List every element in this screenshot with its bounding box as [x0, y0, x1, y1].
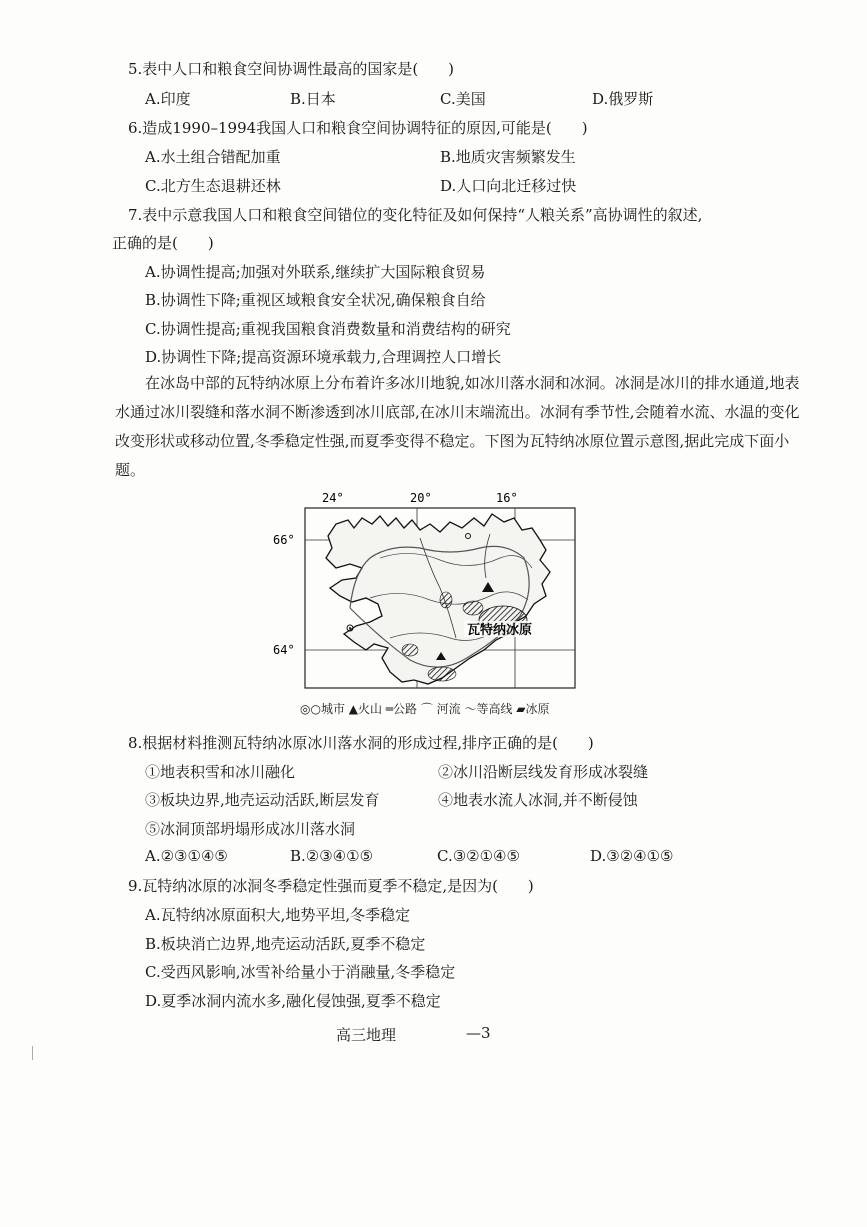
- q8-option-c[interactable]: C.③②①④⑤: [437, 847, 520, 865]
- question-9-stem: 9.瓦特纳冰原的冰洞冬季稳定性强而夏季不稳定,是因为( ): [128, 877, 534, 895]
- q9-option-a[interactable]: A.瓦特纳冰原面积大,地势平坦,冬季稳定: [145, 906, 411, 924]
- map-legend: ◎○城市 ▲火山 ═公路 ⌒ 河流 〜等高线 ▰冰原: [300, 702, 550, 716]
- vatnajokull-location-map: [270, 488, 605, 723]
- q6-option-c[interactable]: C.北方生态退耕还林: [145, 177, 281, 195]
- q7-option-c[interactable]: C.协调性提高;重视我国粮食消费数量和消费结构的研究: [145, 320, 511, 338]
- q9-option-c[interactable]: C.受西风影响,冰雪补给量小于消融量,冬季稳定: [145, 963, 456, 981]
- q6-option-d[interactable]: D.人口向北迁移过快: [440, 177, 577, 195]
- q6-option-a[interactable]: A.水土组合错配加重: [145, 148, 281, 166]
- question-6-stem: 6.造成1990–1994我国人口和粮食空间协调特征的原因,可能是( ): [128, 119, 588, 137]
- q7-option-d[interactable]: D.协调性下降;提高资源环境承载力,合理调控人口增长: [145, 348, 502, 366]
- lat-label-66: 66°: [273, 533, 295, 547]
- q8-item-4: ④地表水流人冰洞,并不断侵蚀: [438, 791, 638, 809]
- lon-label-16: 16°: [496, 491, 518, 505]
- lat-label-64: 64°: [273, 643, 295, 657]
- q8-option-b[interactable]: B.②③④①⑤: [290, 847, 374, 865]
- scan-mark: [32, 1046, 33, 1060]
- question-7-stem-line2: 正确的是( ): [112, 234, 214, 252]
- q9-option-b[interactable]: B.板块消亡边界,地壳运动活跃,夏季不稳定: [145, 935, 426, 953]
- lon-label-24: 24°: [322, 491, 344, 505]
- question-7-stem-line1: 7.表中示意我国人口和粮食空间错位的变化特征及如何保持“人粮关系”高协调性的叙述,: [128, 206, 703, 224]
- q8-option-a[interactable]: A.②③①④⑤: [145, 847, 228, 865]
- footer-subject: 高三地理: [336, 1026, 397, 1044]
- question-5-stem: 5.表中人口和粮食空间协调性最高的国家是( ): [128, 60, 455, 78]
- q8-item-5: ⑤冰洞顶部坍塌形成冰川落水洞: [145, 820, 356, 838]
- q8-item-3: ③板块边界,地壳运动活跃,断层发育: [145, 791, 380, 809]
- reading-passage: 在冰岛中部的瓦特纳冰原上分布着许多冰川地貌,如冰川落水洞和冰洞。冰洞是冰川的排水通道,地表水通过冰川裂缝和落水洞不断渗透到冰川底部,在冰川末端流出。冰洞有季节性,会随着水流、水温的变化改变形状或移动位置,冬季稳定性强,而夏季变得不稳定。下图为瓦特纳冰原位置示意图,据此完成下面小题。: [115, 374, 800, 479]
- q8-option-d[interactable]: D.③②④①⑤: [590, 847, 674, 865]
- map-graphic: [270, 488, 605, 723]
- q6-option-b[interactable]: B.地质灾害频繁发生: [440, 148, 576, 166]
- q7-option-a[interactable]: A.协调性提高;加强对外联系,继续扩大国际粮食贸易: [145, 263, 486, 281]
- q5-option-a[interactable]: A.印度: [145, 90, 191, 108]
- q8-item-2: ②冰川沿断层线发育形成冰裂缝: [438, 763, 649, 781]
- q7-option-b[interactable]: B.协调性下降;重视区域粮食安全状况,确保粮食自给: [145, 291, 486, 309]
- lon-label-20: 20°: [410, 491, 432, 505]
- q5-option-b[interactable]: B.日本: [290, 90, 336, 108]
- question-8-stem: 8.根据材料推测瓦特纳冰原冰川落水洞的形成过程,排序正确的是( ): [128, 734, 594, 752]
- footer-page-number: —3: [466, 1024, 491, 1042]
- glacier-label: 瓦特纳冰原: [467, 623, 533, 638]
- q9-option-d[interactable]: D.夏季冰洞内流水多,融化侵蚀强,夏季不稳定: [145, 992, 441, 1010]
- q5-option-d[interactable]: D.俄罗斯: [592, 90, 654, 108]
- q5-option-c[interactable]: C.美国: [440, 90, 486, 108]
- q8-item-1: ①地表积雪和冰川融化: [145, 763, 296, 781]
